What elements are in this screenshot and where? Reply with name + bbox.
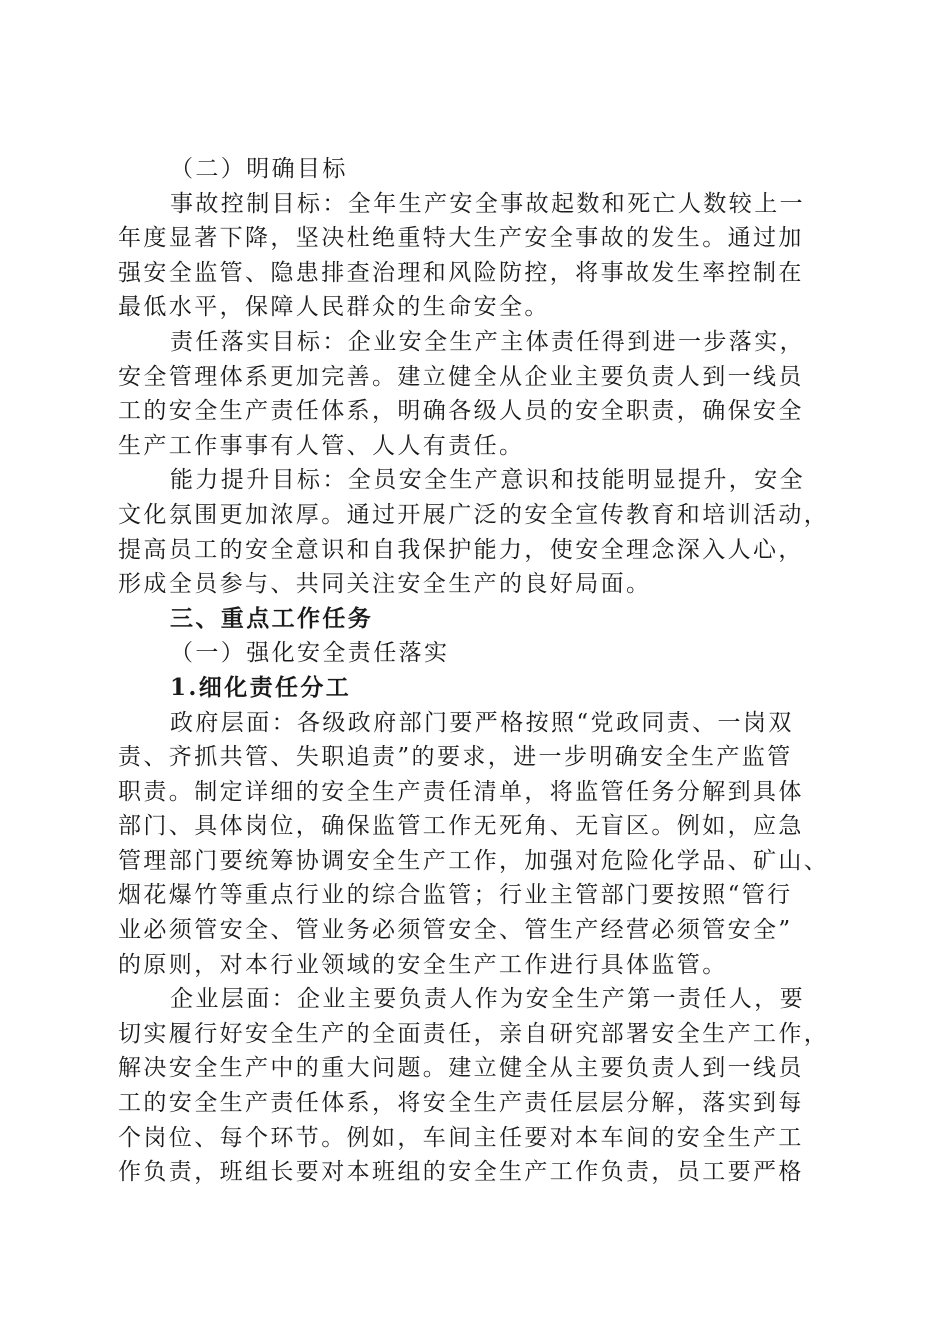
- text-line: 强安全监管、隐患排查治理和风险防控，将事故发生率控制在: [118, 259, 804, 286]
- text-line: 烟花爆竹等重点行业的综合监管；行业主管部门要按照“管行: [118, 882, 793, 909]
- text-line: 最低水平，保障人民群众的生命安全。: [118, 294, 550, 321]
- text-line: 解决安全生产中的重大问题。建立健全从主要负责人到一线员: [118, 1055, 804, 1082]
- text-line: 生产工作事事有人管、人人有责任。: [118, 432, 525, 459]
- text-line: 责任落实目标：企业安全生产主体责任得到进一步落实，: [170, 328, 805, 355]
- section-heading-line: 三、重点工作任务: [170, 604, 374, 632]
- text-line: 管理部门要统筹协调安全生产工作，加强对危险化学品、矿山、: [118, 847, 830, 874]
- text-line: 职责。制定详细的安全生产责任清单，将监管任务分解到具体: [118, 778, 804, 805]
- text-line: 政府层面：各级政府部门要严格按照“党政同责、一岗双: [170, 709, 794, 736]
- section-heading-line: 1.细化责任分工: [170, 673, 352, 701]
- text-line: 切实履行好安全生产的全面责任，亲自研究部署安全生产工作，: [118, 1020, 830, 1047]
- text-line: 工的安全生产责任体系，将安全生产责任层层分解，落实到每: [118, 1090, 804, 1117]
- text-line: 的原则，对本行业领域的安全生产工作进行具体监管。: [118, 951, 728, 978]
- text-line: 事故控制目标：全年生产安全事故起数和死亡人数较上一: [170, 190, 805, 217]
- document-page: [118, 152, 830, 1190]
- text-line: 责、齐抓共管、失职追责”的要求，进一步明确安全生产监管: [118, 744, 793, 771]
- text-line: 能力提升目标：全员安全生产意识和技能明显提升，安全: [170, 467, 805, 494]
- text-line: 工的安全生产责任体系，明确各级人员的安全职责，确保安全: [118, 398, 804, 425]
- text-line: 年度显著下降，坚决杜绝重特大生产安全事故的发生。通过加: [118, 225, 804, 252]
- text-line: （二）明确目标: [170, 156, 348, 182]
- text-line: 安全管理体系更加完善。建立健全从企业主要负责人到一线员: [118, 363, 804, 390]
- text-line: （一）强化安全责任落实: [170, 640, 450, 667]
- text-line: 业必须管安全、管业务必须管安全、管生产经营必须管安全”: [118, 917, 793, 944]
- text-line: 提高员工的安全意识和自我保护能力，使安全理念深入人心，: [118, 536, 804, 563]
- text-line: 文化氛围更加浓厚。通过开展广泛的安全宣传教育和培训活动，: [118, 501, 830, 528]
- text-line: 作负责，班组长要对本班组的安全生产工作负责，员工要严格: [118, 1159, 804, 1186]
- text-line: 企业层面：企业主要负责人作为安全生产第一责任人，要: [170, 986, 805, 1013]
- text-line: 形成全员参与、共同关注安全生产的良好局面。: [118, 571, 652, 598]
- text-line: 个岗位、每个环节。例如，车间主任要对本车间的安全生产工: [118, 1124, 804, 1151]
- text-line: 部门、具体岗位，确保监管工作无死角、无盲区。例如，应急: [118, 813, 804, 840]
